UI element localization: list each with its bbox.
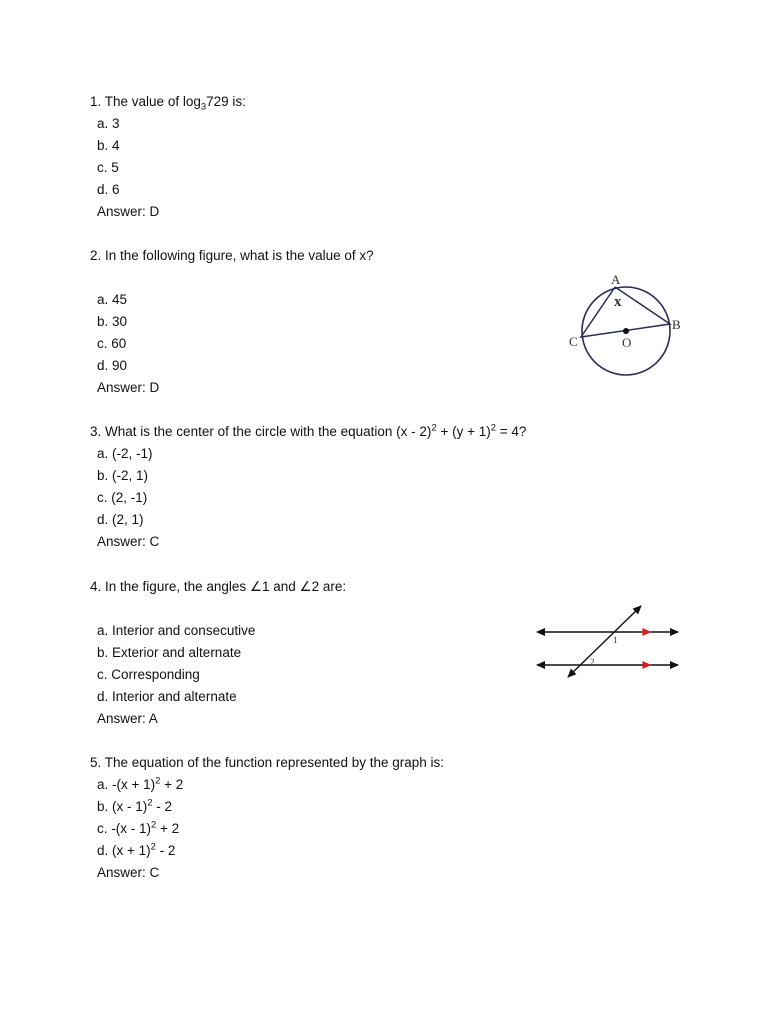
question-1-text xyxy=(90,91,550,113)
question-2-number: 2. xyxy=(90,248,102,263)
option-a: a. 45 xyxy=(97,292,128,307)
option-d xyxy=(97,840,550,862)
opt-b-exp: 2 xyxy=(147,797,153,809)
circle-triangle-figure xyxy=(560,268,690,386)
opt-a-base: a. -(x + 1) xyxy=(97,777,156,792)
label-b: B xyxy=(672,317,681,332)
q3-part-3: = 4? xyxy=(495,424,527,439)
question-5-text xyxy=(90,752,550,774)
question-5-options xyxy=(90,774,550,862)
label-c: C xyxy=(569,334,578,349)
question-1-text-before: The value of log xyxy=(104,94,201,109)
opt-c-exp: 2 xyxy=(151,819,157,831)
question-5 xyxy=(90,752,550,884)
question-1-options xyxy=(90,113,550,201)
option-a: a. (-2, -1) xyxy=(97,446,153,461)
parallel-lines-figure xyxy=(532,600,684,682)
center-point xyxy=(623,328,629,334)
opt-b-base: b. (x - 1) xyxy=(97,799,148,814)
opt-c-base: c. -(x - 1) xyxy=(97,821,151,836)
angle-2-label: 2 xyxy=(590,657,595,667)
question-5-answer: Answer: C xyxy=(97,865,160,880)
question-4-options xyxy=(90,620,550,708)
opt-d-base: d. (x + 1) xyxy=(97,843,151,858)
question-2-text xyxy=(90,245,550,267)
label-a: A xyxy=(611,272,621,287)
option-d: d. 90 xyxy=(97,358,128,373)
option-b: b. Exterior and alternate xyxy=(97,645,242,660)
q3-exponent-1: 2 xyxy=(431,422,437,434)
opt-d-exp: 2 xyxy=(150,841,156,853)
option-a: a. Interior and consecutive xyxy=(97,623,256,638)
question-4-answer: Answer: A xyxy=(97,711,158,726)
option-a: a. 3 xyxy=(97,116,120,131)
question-1-number: 1. xyxy=(90,94,102,109)
option-d: d. Interior and alternate xyxy=(97,689,237,704)
log-base: 3 xyxy=(200,101,207,113)
question-1 xyxy=(90,91,550,223)
question-1-text-after: 729 is: xyxy=(206,94,246,109)
question-5-number: 5. xyxy=(90,755,102,770)
question-5-prompt: The equation of the function represented by the graph is: xyxy=(104,755,445,770)
opt-a-exp: 2 xyxy=(155,775,161,787)
opt-a-rest: + 2 xyxy=(160,777,184,792)
option-b: b. (-2, 1) xyxy=(97,468,149,483)
option-c: c. Corresponding xyxy=(97,667,200,682)
label-o: O xyxy=(622,335,632,350)
option-b: b. 30 xyxy=(97,314,128,329)
opt-b-rest: - 2 xyxy=(152,799,173,814)
option-c: c. 60 xyxy=(97,336,127,351)
option-d: d. (2, 1) xyxy=(97,512,144,527)
question-4-number: 4. xyxy=(90,579,102,594)
question-3-answer: Answer: C xyxy=(97,534,160,549)
opt-d-rest: - 2 xyxy=(155,843,176,858)
angle-1-label: 1 xyxy=(613,635,618,645)
question-2-answer: Answer: D xyxy=(97,380,160,395)
question-4 xyxy=(90,576,550,730)
question-2 xyxy=(90,245,550,399)
option-d: d. 6 xyxy=(97,182,120,197)
option-c: c. (2, -1) xyxy=(97,490,148,505)
question-3-text xyxy=(90,421,610,443)
question-3-number: 3. xyxy=(90,424,102,439)
q3-part-1: What is the center of the circle with the equation (x - 2) xyxy=(105,424,432,439)
question-4-text xyxy=(90,576,550,598)
transversal-line xyxy=(568,606,641,677)
option-c xyxy=(97,818,550,840)
question-3-options xyxy=(90,443,610,531)
question-1-answer: Answer: D xyxy=(97,204,160,219)
question-2-prompt: In the following figure, what is the value of x? xyxy=(105,248,374,263)
option-b: b. 4 xyxy=(97,138,120,153)
question-3 xyxy=(90,421,610,553)
opt-c-rest: + 2 xyxy=(156,821,180,836)
option-c: c. 5 xyxy=(97,160,119,175)
q3-exponent-2: 2 xyxy=(490,422,496,434)
option-a xyxy=(97,774,550,796)
q3-part-2: + (y + 1) xyxy=(436,424,491,439)
question-4-prompt: In the figure, the angles ∠1 and ∠2 are: xyxy=(105,579,347,594)
option-b xyxy=(97,796,550,818)
question-2-options xyxy=(90,289,550,377)
label-x: x xyxy=(614,294,622,310)
